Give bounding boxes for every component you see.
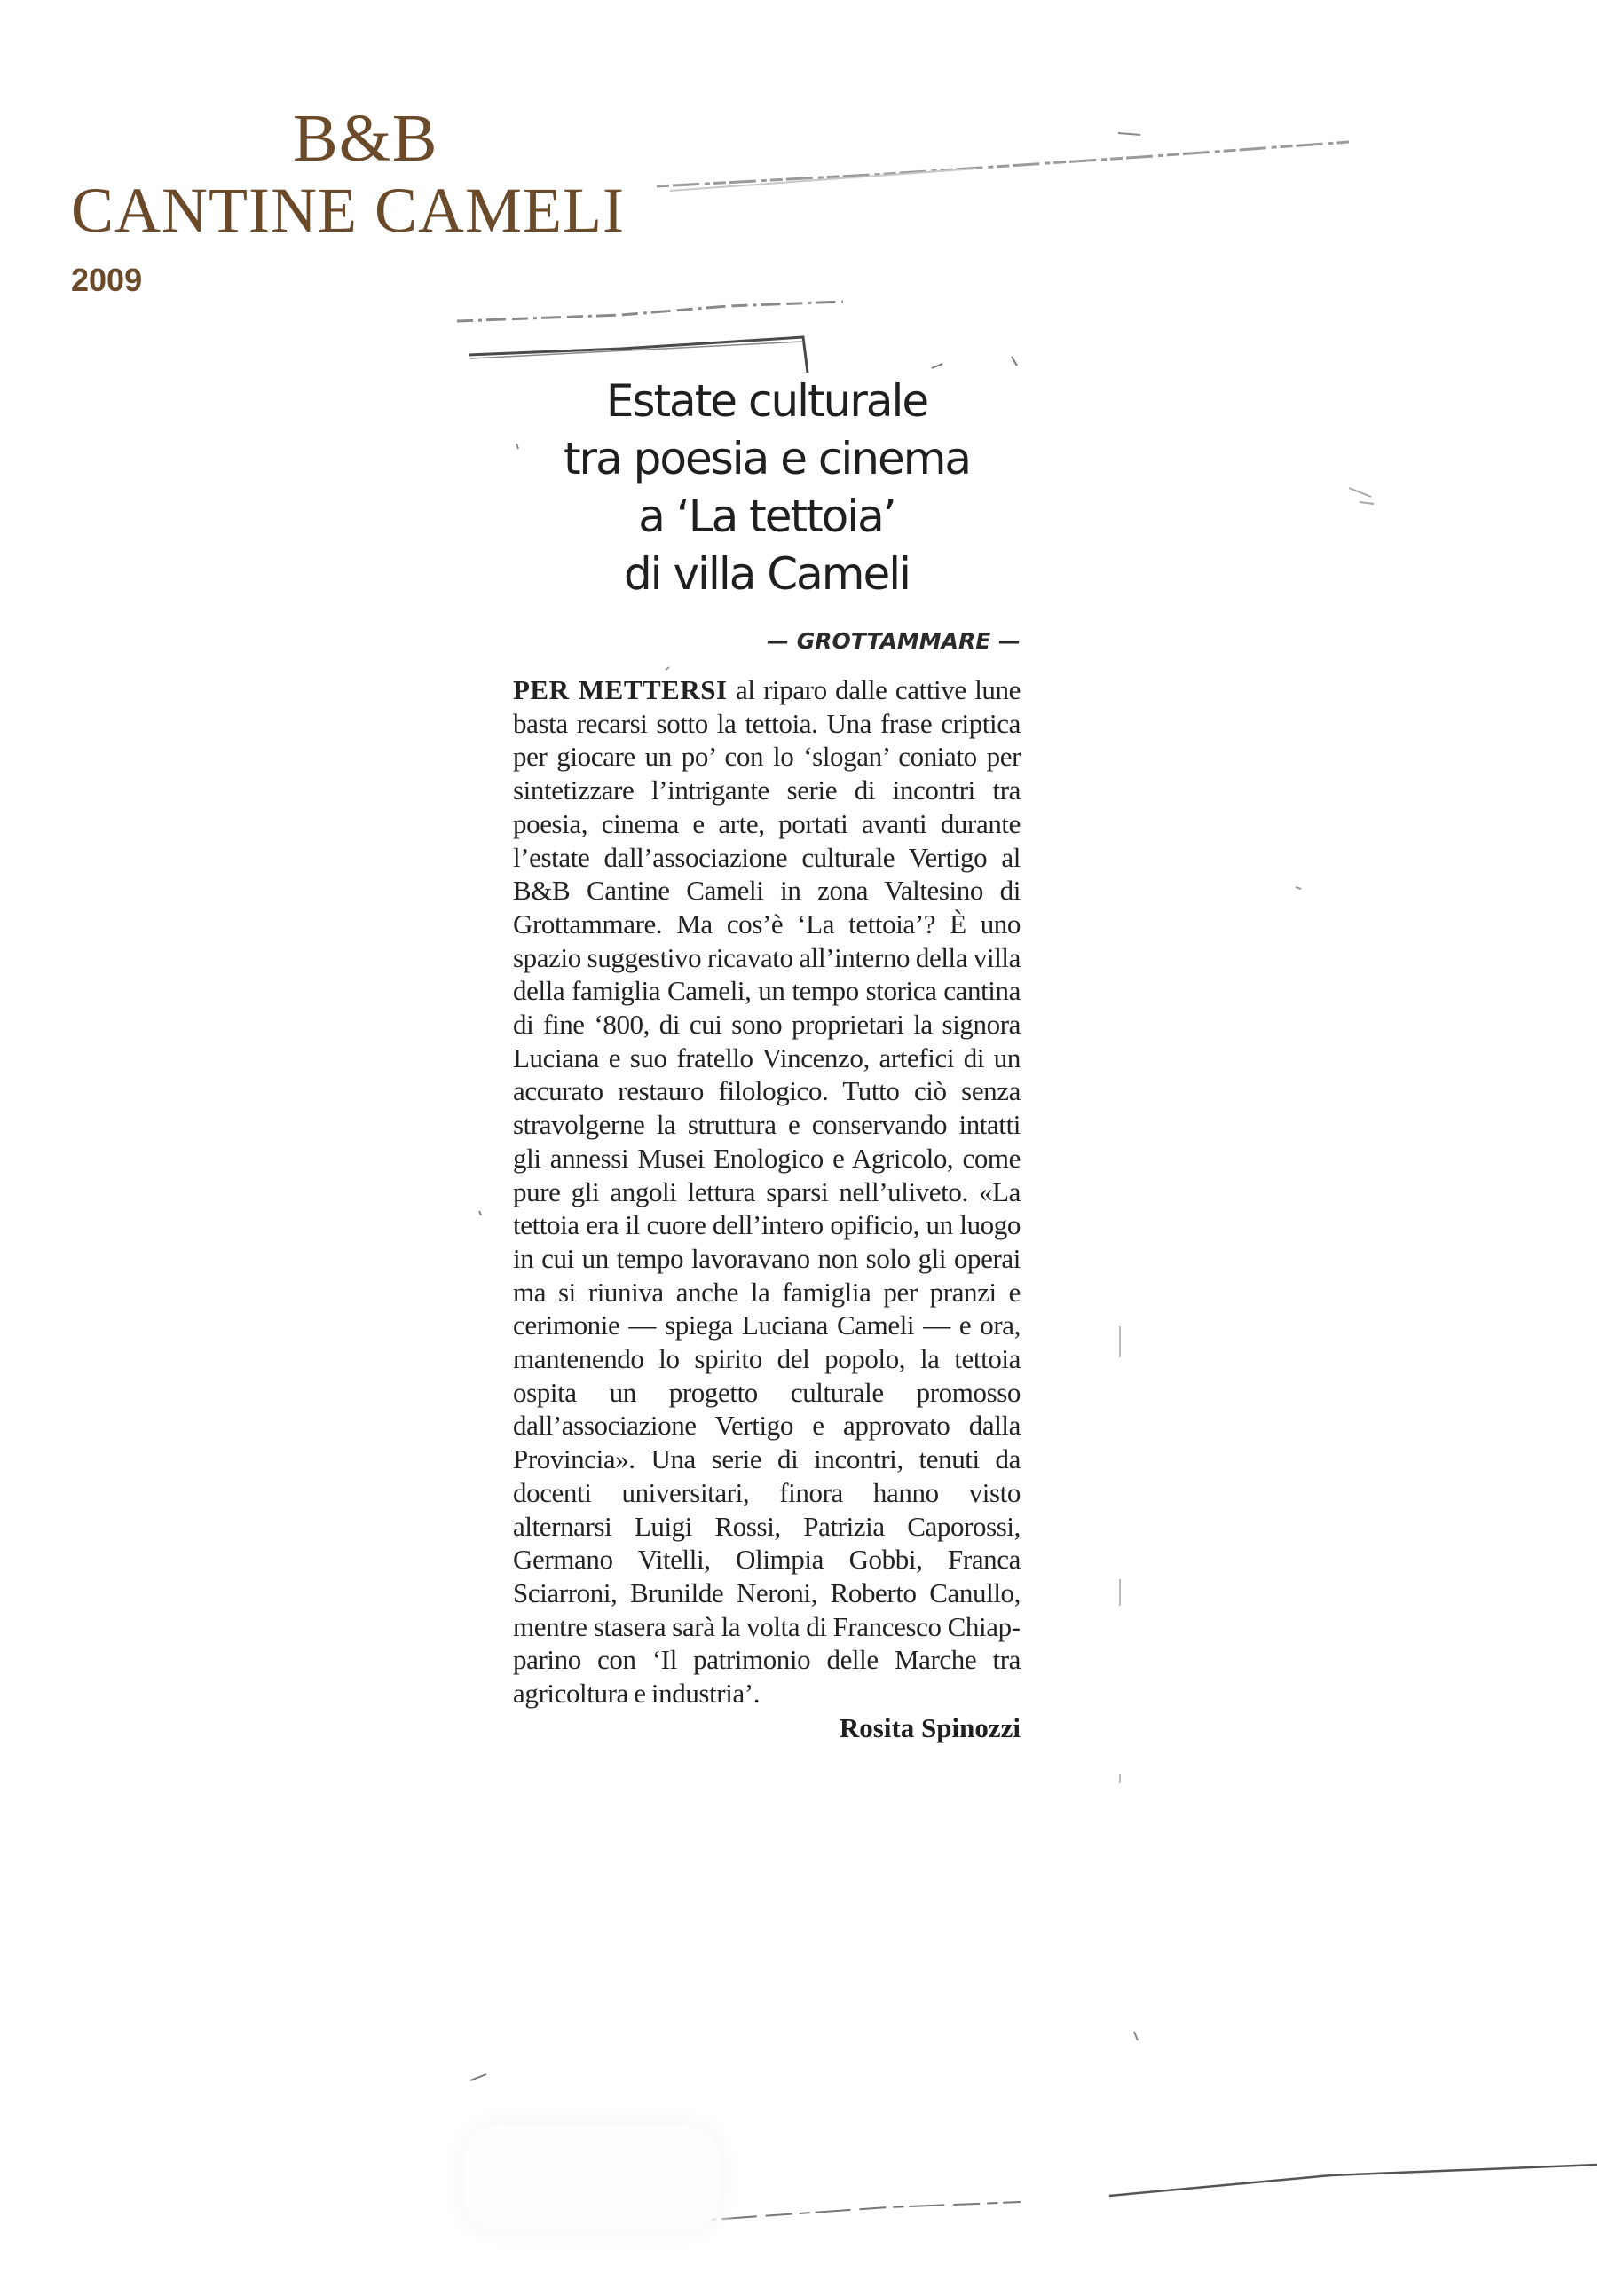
newspaper-article — [513, 373, 1021, 1744]
headline-line: di villa Cameli — [623, 548, 911, 600]
article-dateline: — GROTTAMMARE — — [767, 628, 1021, 654]
headline-line: a ‘La tettoia’ — [638, 491, 895, 542]
article-headline — [513, 373, 1021, 603]
brand-line-cantine: CANTINE CAMELI — [71, 175, 625, 246]
headline-line: Estate culturale — [605, 375, 928, 427]
headline-line: tra poesia e cinema — [563, 433, 971, 484]
article-body-text: al riparo dalle cattive lune basta recarsi sotto la tettoia. Una frase criptica per giocare un po’ con lo ‘slogan’ coniato per sintetizzare l’intrigante serie di incontri tra poesia, cinema e arte, portati avanti durante l’estate dall’associazione culturale Vertigo al B&B Cantine Cameli in zona Valtesino di Grottammare. Ma cos’è ‘La tettoia’? È uno spazio suggestivo ricavato all’interno della villa della famiglia Cameli, un tempo storica cantina di fine ‘800, di cui sono proprietari la signora Luciana e suo fratello Vincenzo, artefici di un accurato restauro filologico. Tutto ciò senza stravolgerne la struttura e conservando intatti gli annessi Musei Enologico e Agricolo, come pure gli angoli lettura sparsi nell’uliveto. «La tettoia era il cuore dell’intero opificio, un luogo in cui un tempo lavoravano non solo gli operai ma si riuniva anche la famiglia per pranzi e cerimonie — spiega Luciana Cameli — e ora, mantenendo lo spirito del popolo, la tettoia ospita un progetto culturale promosso dall’associazione Vertigo e approvato dalla Provincia». Una serie di incontri, tenuti da docenti universitari, finora hanno visto alternarsi Luigi Rossi, Patrizia Caporossi, Germano Vitelli, Olimpia Gobbi, Franca Sciarroni, Brunilde Neroni, Roberto Canullo, mentre stasera sarà la volta di Francesco Chiapparino con ‘Il patrimonio delle Marche tra agricoltura e industria’. — [513, 674, 1021, 1710]
scan-smudge — [463, 2125, 721, 2231]
article-body — [513, 673, 1021, 1710]
article-lead: PER METTERSI — [513, 674, 728, 705]
brand-header — [71, 102, 710, 246]
brand-line-bb: B&B — [293, 101, 438, 176]
article-byline: Rosita Spinozzi — [839, 1711, 1021, 1743]
year-label: 2009 — [71, 262, 143, 298]
